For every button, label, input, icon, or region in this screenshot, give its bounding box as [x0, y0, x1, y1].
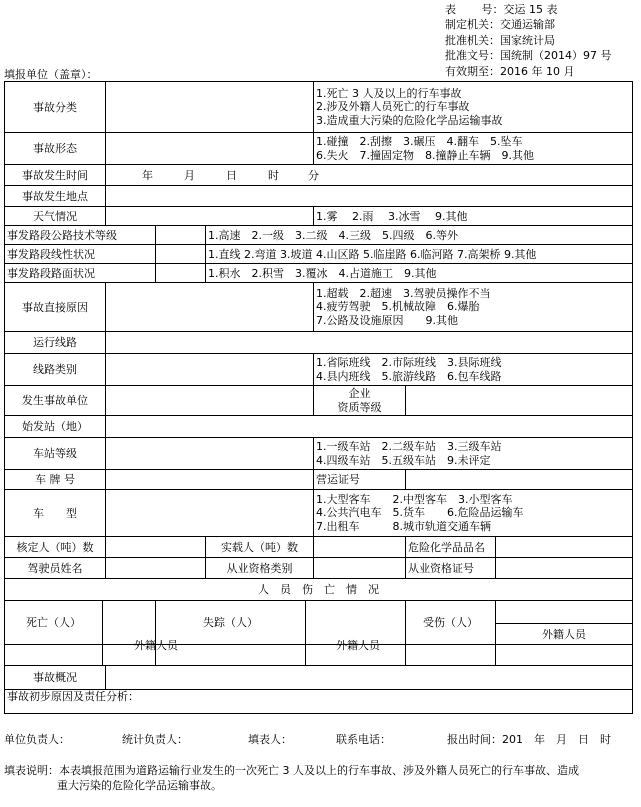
hazmat-name-label: 危险化学品品名 — [406, 537, 496, 558]
day-unit: 日 — [226, 168, 237, 182]
instructions-text: 填表说明：本表填报范围为道路运输行业发生的一次死亡 3 人及以上的行车事故、涉及外籍人员死亡的行车事故、造成 — [4, 764, 579, 777]
station-grade-input[interactable] — [106, 438, 314, 470]
actual-load-input[interactable] — [314, 537, 406, 558]
missing-foreign-label: 外籍人员 — [336, 639, 380, 652]
plate-input[interactable] — [106, 470, 314, 490]
weather-label: 天气情况 — [5, 207, 106, 226]
driver-name-label: 驾驶员姓名 — [5, 558, 106, 579]
injured-count-cell[interactable] — [406, 645, 496, 666]
road-alignment-input[interactable] — [156, 245, 206, 264]
occurrence-place-input[interactable] — [106, 186, 633, 207]
valid-until: 有效期至：2016 年 10 月 — [445, 64, 575, 78]
preliminary-cause-field[interactable] — [5, 690, 633, 714]
accident-form-label: 事故形态 — [5, 133, 106, 165]
operator-qualification-label: 企业 资质等级 — [314, 386, 406, 416]
vehicle-type-input[interactable] — [106, 490, 314, 537]
qualification-number-input[interactable] — [496, 558, 633, 579]
instructions-text-cont: 重大污染的危险化学品运输事故。 — [57, 779, 222, 792]
station-grade-options: 1.一级车站 2.二级车站 3.三级车站 4.四级车站 5.五级车站 9.未评定 — [314, 438, 633, 470]
qualification-type-input[interactable] — [314, 558, 406, 579]
issuing-authority: 制定机关：交通运输部 — [445, 18, 555, 32]
injured-input[interactable] — [496, 601, 633, 624]
road-grade-options: 1.高速 2.一级 3.二级 4.三级 5.四级 6.等外 — [206, 226, 633, 245]
rated-capacity-label: 核定人（吨）数 — [5, 537, 106, 558]
injured-foreign-label: 外籍人员 — [496, 624, 633, 645]
unit-head-label: 单位负责人： — [4, 733, 70, 746]
permit-input[interactable] — [406, 470, 633, 490]
route-label: 运行线路 — [5, 332, 106, 354]
table-number: 表 号：交运 15 表 — [445, 3, 558, 16]
occurrence-time-input[interactable] — [106, 165, 633, 186]
rated-capacity-input[interactable] — [106, 537, 206, 558]
summary-input[interactable] — [106, 666, 633, 690]
dead-label: 死亡（人） — [5, 601, 103, 645]
direct-cause-options: 1.超载 2.超速 3.驾驶员操作不当 4.疲劳驾驶 5.机械故障 6.爆胎 7.公路及设施原因 9.其他 — [314, 283, 633, 332]
year-unit: 年 — [142, 168, 153, 182]
summary-label: 事故概况 — [5, 666, 106, 690]
permit-label: 营运证号 — [314, 470, 406, 490]
weather-input[interactable] — [106, 207, 314, 226]
accident-report-form — [4, 81, 633, 714]
reporting-unit-label: 填报单位（盖章）： — [4, 68, 98, 81]
qualification-number-label: 从业资格证号 — [406, 558, 496, 579]
plate-label: 车 牌 号 — [5, 470, 106, 490]
accident-category-input[interactable] — [106, 82, 314, 133]
approving-authority: 批准机关：国家统计局 — [445, 33, 555, 47]
road-surface-input[interactable] — [156, 264, 206, 283]
minute-unit: 分 — [308, 168, 319, 182]
dead-count-cell[interactable] — [5, 645, 103, 666]
phone-label: 联系电话： — [336, 733, 391, 746]
stat-head-label: 统计负责人： — [122, 733, 188, 746]
direct-cause-label: 事故直接原因 — [5, 283, 106, 332]
accident-form-input[interactable] — [106, 133, 314, 165]
hour-unit: 时 — [268, 168, 279, 182]
month-unit: 月 — [184, 168, 195, 182]
casualties-section-title: 人 员 伤 亡 情 况 — [5, 579, 633, 601]
road-surface-options: 1.积水 2.积雪 3.覆冰 4.占道施工 9.其他 — [206, 264, 633, 283]
operator-qualification-input[interactable] — [406, 386, 633, 416]
accident-form-options: 1.碰撞 2.刮擦 3.碾压 4.翻车 5.坠车 6.失火 7.撞固定物 8.撞静止车辆 9.其他 — [314, 133, 633, 165]
missing-label: 失踪（人） — [156, 601, 306, 645]
report-time-label: 报出时间：201 年 月 日 时 — [447, 733, 611, 746]
accident-category-options: 1.死亡 3 人及以上的行车事故 2.涉及外籍人员死亡的行车事故 3.造成重大污染的危险化学品运输事故 — [314, 82, 633, 133]
origin-station-label: 始发站（地） — [5, 416, 106, 438]
occurrence-time-label: 事故发生时间 — [5, 165, 106, 186]
preliminary-cause-label: 事故初步原因及责任分析： — [7, 690, 139, 703]
approval-number: 批准文号：国统制（2014）97 号 — [445, 49, 612, 63]
vehicle-type-label: 车 型 — [5, 490, 106, 537]
road-alignment-options: 1.直线 2.弯道 3.坡道 4.山区路 5.临崖路 6.临河路 7.高架桥 9.其他 — [206, 245, 633, 264]
qualification-type-label: 从业资格类别 — [206, 558, 314, 579]
filler-label: 填表人： — [248, 733, 292, 746]
dead-foreign-label: 外籍人员 — [134, 639, 178, 652]
injured-foreign-cell[interactable] — [496, 645, 633, 666]
form-metadata — [445, 2, 612, 79]
route-type-input[interactable] — [106, 354, 314, 386]
route-input[interactable] — [106, 332, 633, 354]
actual-load-label: 实载人（吨）数 — [206, 537, 314, 558]
operator-input[interactable] — [106, 386, 314, 416]
injured-label: 受伤（人） — [406, 601, 496, 645]
occurrence-place-label: 事故发生地点 — [5, 186, 106, 207]
route-type-label: 线路类别 — [5, 354, 106, 386]
route-type-options: 1.省际班线 2.市际班线 3.县际班线 4.县内班线 5.旅游线路 6.包车线路 — [314, 354, 633, 386]
weather-options: 1.雾 2.雨 3.冰雪 9.其他 — [314, 207, 633, 226]
missing-count-cell[interactable] — [156, 645, 306, 666]
station-grade-label: 车站等级 — [5, 438, 106, 470]
road-grade-input[interactable] — [156, 226, 206, 245]
direct-cause-input[interactable] — [106, 283, 314, 332]
hazmat-name-input[interactable] — [496, 537, 633, 558]
road-alignment-label: 事发路段线性状况 — [5, 245, 156, 264]
road-surface-label: 事发路段路面状况 — [5, 264, 156, 283]
vehicle-type-options: 1.大型客车 2.中型客车 3.小型客车 4.公共汽电车 5.货车 6.危险品运输车 7.出租车 8.城市轨道交通车辆 — [314, 490, 633, 537]
operator-label: 发生事故单位 — [5, 386, 106, 416]
accident-category-label: 事故分类 — [5, 82, 106, 133]
driver-name-input[interactable] — [106, 558, 206, 579]
origin-station-input[interactable] — [106, 416, 633, 438]
road-grade-label: 事发路段公路技术等级 — [5, 226, 156, 245]
